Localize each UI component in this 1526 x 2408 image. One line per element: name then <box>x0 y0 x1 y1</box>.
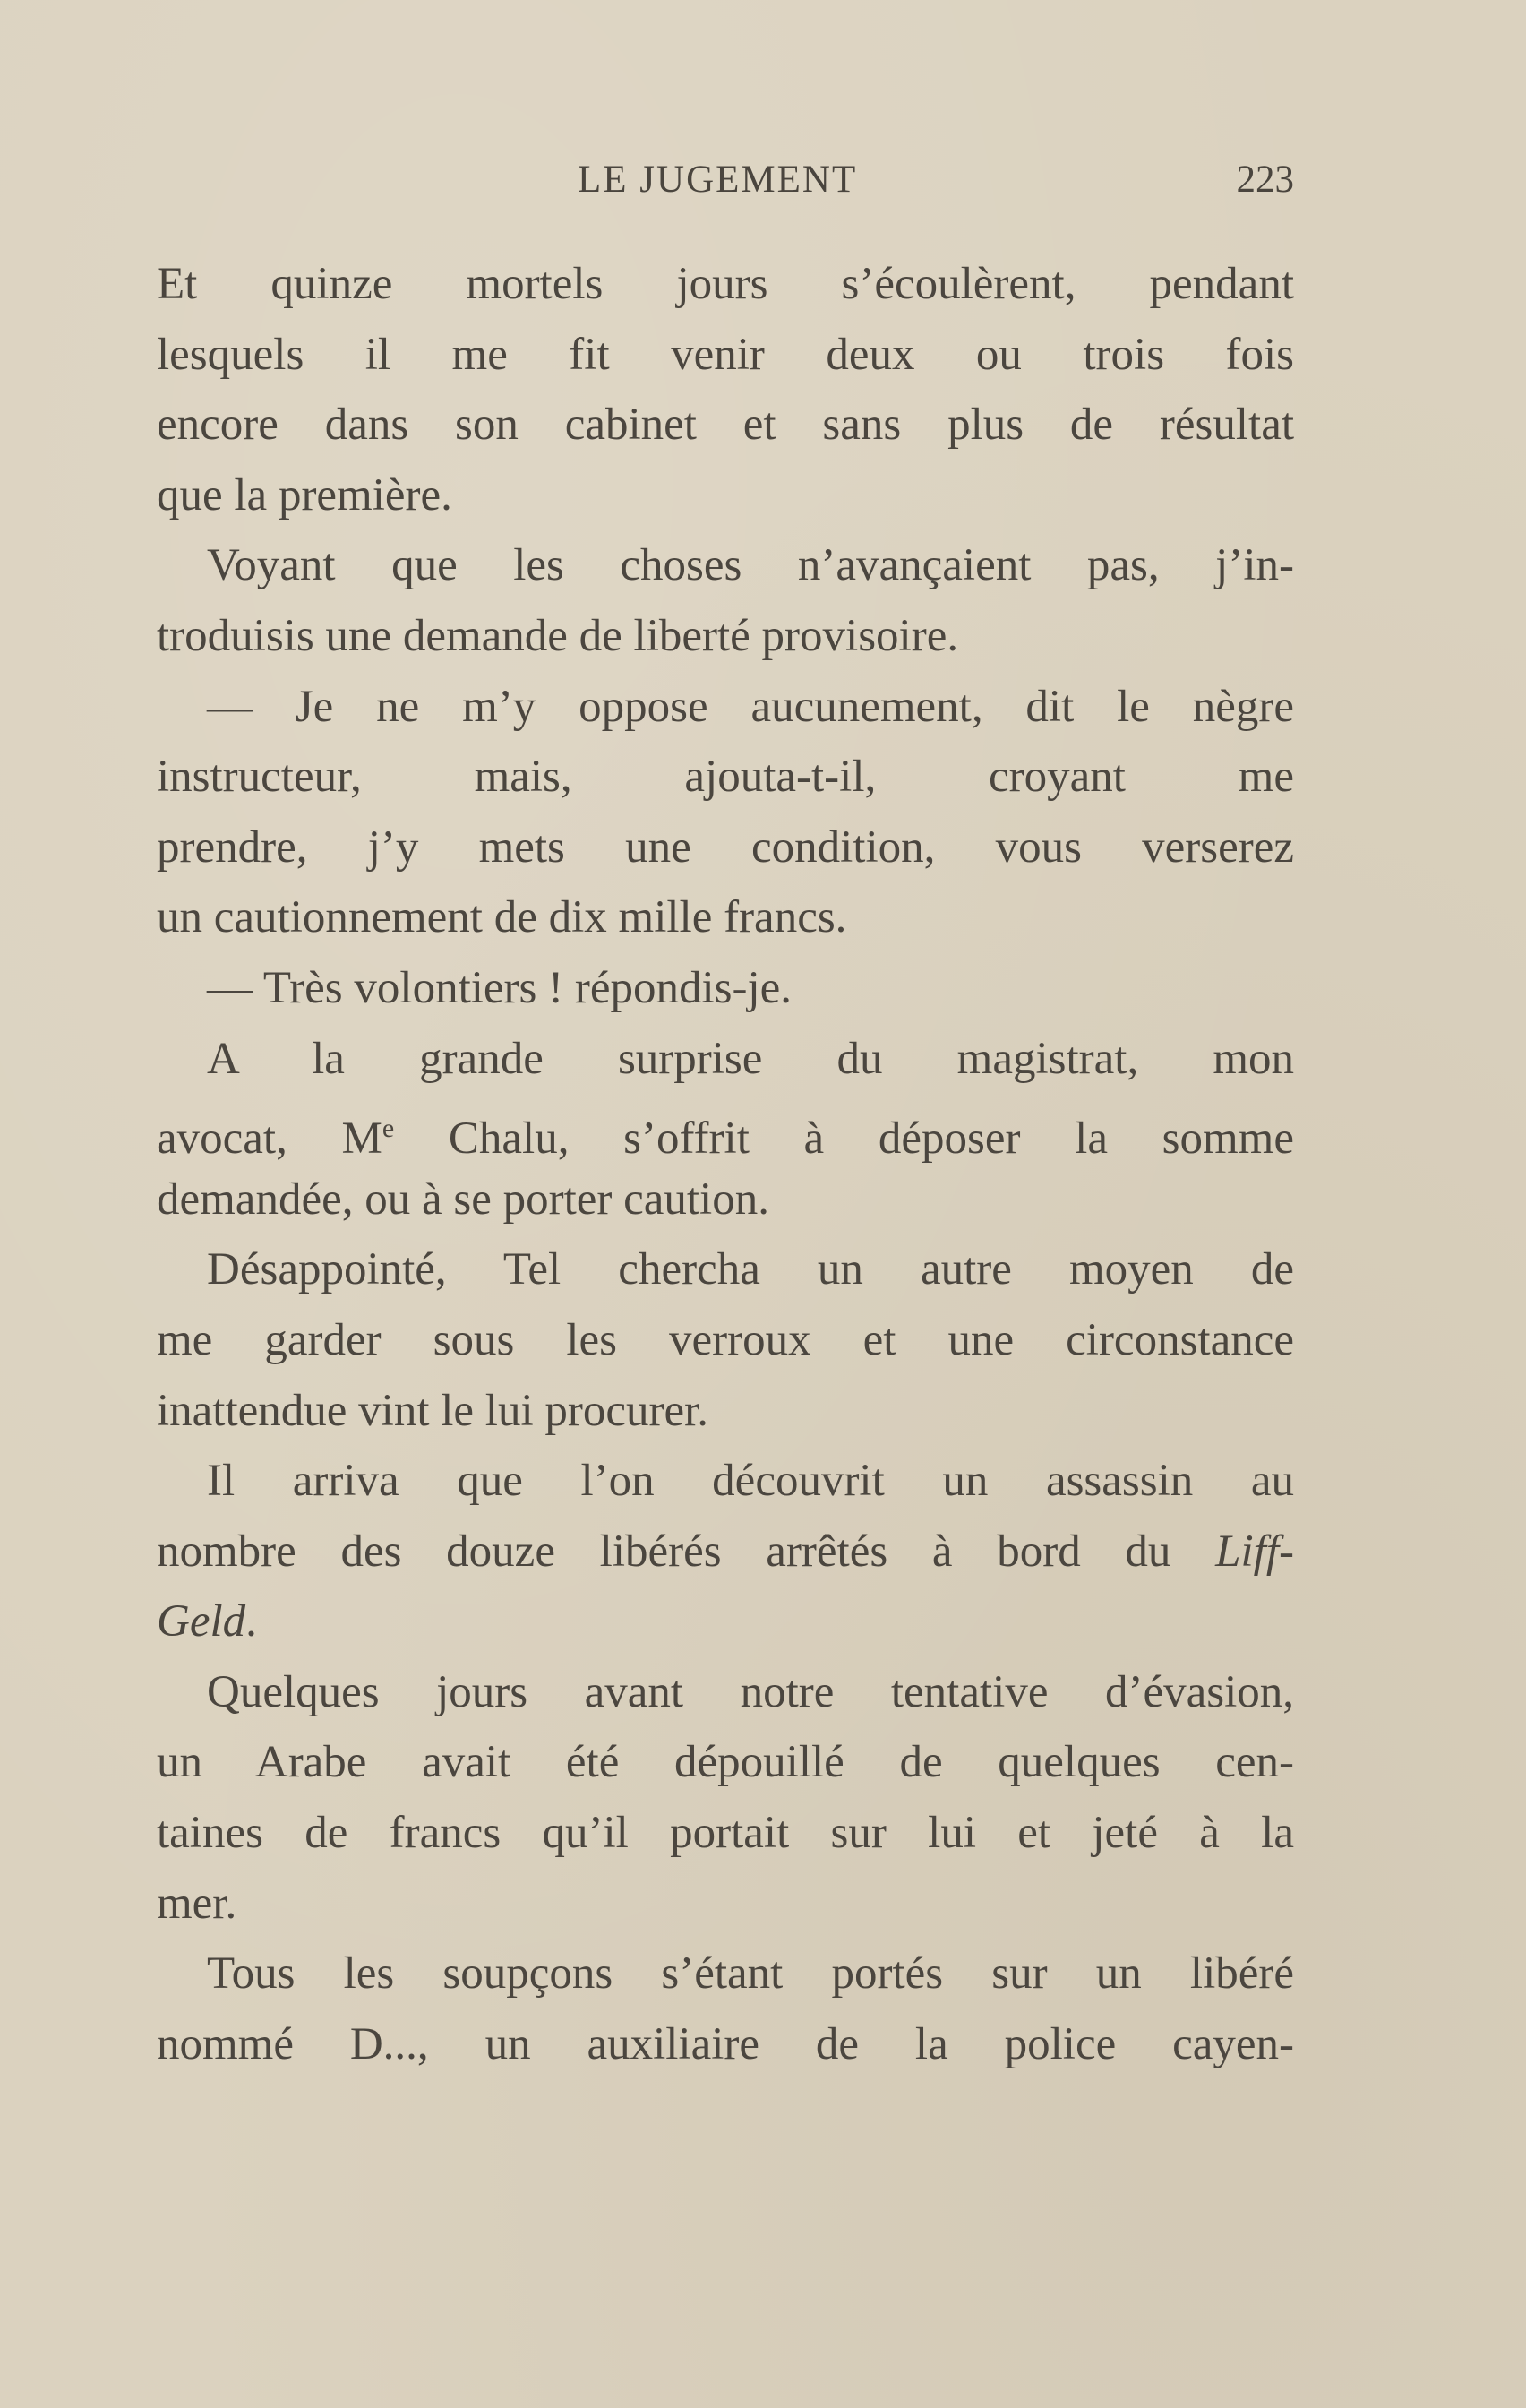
text-line: lesquels il me fit venir deux ou trois fois <box>157 329 1294 380</box>
ship-name: Geld <box>157 1596 246 1647</box>
text-line: — Très volontiers ! répondis-je. <box>207 962 793 1013</box>
text-fragment: avocat, M <box>157 1114 382 1165</box>
ship-name: Liff- <box>1215 1526 1294 1577</box>
page-header <box>157 158 1294 211</box>
text-fragment: nombre des douze libérés arrêtés à bord du <box>157 1526 1216 1577</box>
text-line: encore dans son cabinet et sans plus de résultat <box>157 400 1294 451</box>
text-line: Il arriva que l’on découvrit un assassin au <box>207 1456 1294 1507</box>
text-line: Tous les soupçons s’étant portés sur un libéré <box>207 1948 1294 2000</box>
text-line: instructeur, mais, ajouta-t-il, croyant me <box>157 752 1294 803</box>
text-line: que la première. <box>157 469 452 520</box>
text-line: Désappointé, Tel chercha un autre moyen de <box>207 1244 1294 1295</box>
text-line: troduisis une demande de liberté provisoire. <box>157 610 959 661</box>
text-line <box>157 1587 1294 1657</box>
text-fragment: Chalu, s’offrit à déposer la somme <box>394 1114 1294 1165</box>
text-line: Et quinze mortels jours s’écoulèrent, pendant <box>157 259 1294 309</box>
text-line: inattendue vint le lui procurer. <box>157 1385 709 1436</box>
superscript: e <box>382 1114 395 1144</box>
text-line: mer. <box>157 1878 237 1929</box>
text-line: A la grande surprise du magistrat, mon <box>207 1033 1294 1084</box>
text-line: me garder sous les verroux et une circonstance <box>157 1314 1294 1365</box>
text-line: — Je ne m’y oppose aucunement, dit le nègre <box>207 681 1294 732</box>
text-line: demandée, ou à se porter caution. <box>157 1174 769 1225</box>
text-fragment: . <box>245 1596 257 1647</box>
text-line: un cautionnement de dix mille francs. <box>157 892 847 943</box>
text-line <box>157 1517 1294 1587</box>
text-line: Voyant que les choses n’avançaient pas, j’in- <box>207 540 1294 591</box>
text-line: taines de francs qu’il portait sur lui et jeté à la <box>157 1808 1294 1859</box>
text-line: prendre, j’y mets une condition, vous verserez <box>157 821 1294 873</box>
page-number: 223 <box>1236 159 1294 201</box>
text-line: nommé D..., un auxiliaire de la police cayen- <box>157 2018 1294 2069</box>
running-title: LE JUGEMENT <box>578 159 858 201</box>
text-line <box>157 1094 1294 1165</box>
body-text <box>157 249 1294 2079</box>
text-line: Quelques jours avant notre tentative d’évasion, <box>207 1666 1294 1717</box>
text-line: un Arabe avait été dépouillé de quelques cen- <box>157 1737 1294 1788</box>
